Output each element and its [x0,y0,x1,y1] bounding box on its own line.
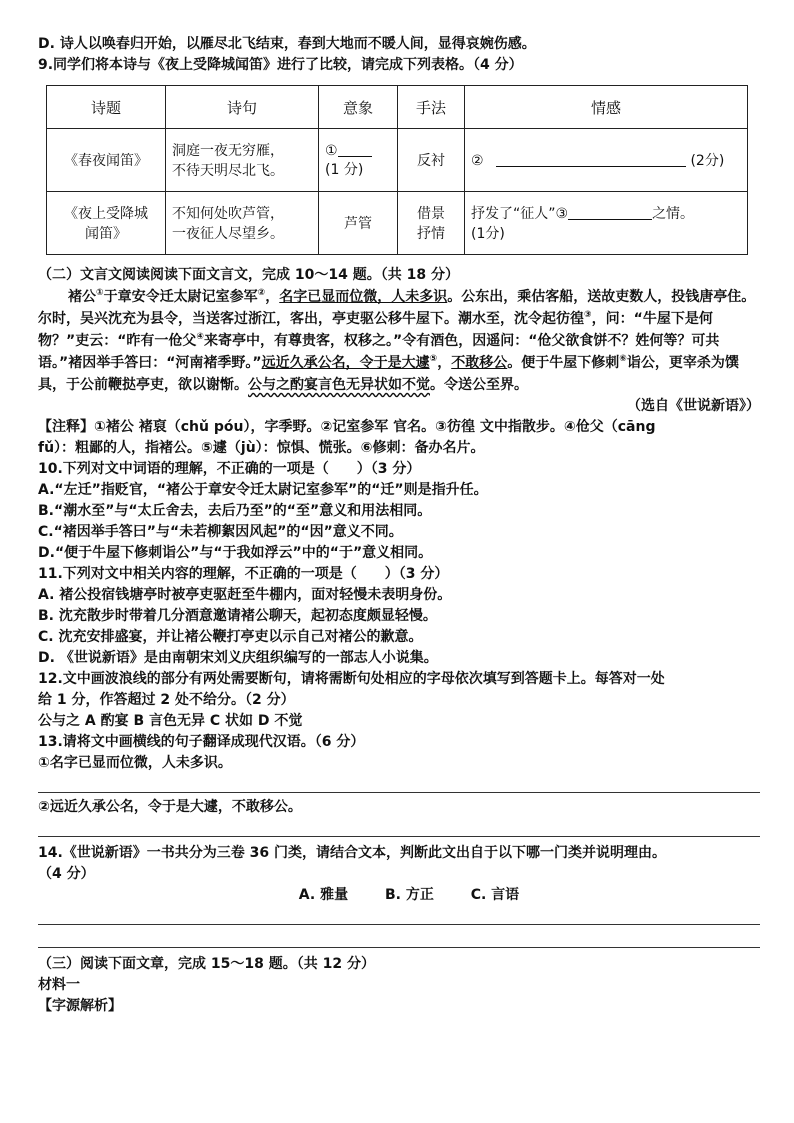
etymology-heading: 【字源解析】 [38,998,122,1014]
row1-image-score: (1 分) [325,161,364,178]
answer-line[interactable] [38,906,760,925]
row2-lines [166,192,319,255]
q11-option-a: A. 褚公投宿钱塘亭时被亭吏驱赶至牛棚内，面对轻慢未表明身份。 [38,587,452,603]
section-3-heading: （三）阅读下面文章，完成 15～18 题。（共 12 分） [38,956,375,972]
row2-technique [398,192,465,255]
q13-question: 13.请将文中画横线的句子翻译成现代汉语。（6 分） [38,734,365,750]
row2-title [47,192,166,255]
footnote-ref: ② [257,288,266,298]
header-technique: 手法 [398,86,465,129]
q14-option-c: C. 言语 [470,887,520,903]
row1-image [319,129,398,192]
q13-sentence-2: ②远近久承公名，令于是大遽，不敢移公。 [38,799,302,815]
comparison-table [46,85,748,255]
passage-text: 。便于牛屋下修刺 [507,355,620,371]
row2-line1: 不知何处吹芦管， [172,206,284,222]
row1-line1: 洞庭一夜无穷雁， [172,143,284,159]
passage-text: ， [437,355,452,371]
row2-title1: 《夜上受降城 [64,206,148,222]
classical-passage [38,286,760,396]
row2-emotion [465,192,748,255]
underlined-sentence: 远近久承公名，令于是大遽 [261,355,430,371]
row2-tech1: 借景 [417,206,445,222]
q14-question: 14.《世说新语》一书共分为三卷 36 门类，请结合文本，判断此文出自于以下哪一门类并说明理由。 [38,845,667,861]
passage-text: 诣公，更宰杀为馔具，于公前鞭挞亭吏，欲以谢惭。 [38,355,739,393]
q10-question: 10.下列对文中词语的理解，不正确的一项是（ ）（3 分） [38,461,421,477]
table-header-row [47,86,748,129]
underlined-sentence: 不敢移公 [451,355,508,371]
passage-text: 。令送公至界。 [430,377,528,393]
q10-option-c: C.“褚因举手答曰”与“未若柳絮因风起”的“因”意义不同。 [38,524,403,540]
underlined-sentence: 名字已显而位微，人未多识 [279,289,448,305]
footnote-ref: ① [96,288,104,298]
answer-line[interactable] [38,818,760,837]
row2-emotion-post: 之情。 [652,206,695,222]
row1-emotion-score: (2分) [690,153,725,169]
q11-option-c: C. 沈充安排盛宴，并让褚公鞭打亭吏以示自己对褚公的歉意。 [38,629,423,645]
row1-technique: 反衬 [398,129,465,192]
footnote-ref: ⑥ [619,354,627,364]
q10-option-a: A.“左迁”指贬官，“褚公于章安令迁太尉记室参军”的“迁”则是指升任。 [38,482,488,498]
material-1-label: 材料一 [38,977,80,993]
row1-line2: 不待天明尽北飞。 [172,163,284,179]
header-image: 意象 [319,86,398,129]
row1-title: 《春夜闻笛》 [47,129,166,192]
passage-text: 来寄亭中，有尊贵客，权移之。”令有酒色，因遥问：“伧父欲食饼不？姓何等？可共语。”褚因举手答曰：“河南褚季野。” [38,333,720,371]
q13-sentence-1: ①名字已显而位微，人未多识。 [38,755,232,771]
q14-score: （4 分） [38,866,95,882]
row1-emotion-mark: ② [471,153,484,169]
q11-question: 11.下列对文中相关内容的理解，不正确的一项是（ ）（3 分） [38,566,449,582]
passage-text: ，问：“牛屋下是何物？”吏云：“昨有一伧父 [38,311,713,349]
footnote-ref: ⑤ [429,354,438,364]
notes-line-1: 【注释】①褚公 褚裒（chǔ póu），字季野。②记室参军 官名。③彷徨 文中指散步。④伧父（cāng [38,419,656,435]
q11-option-d: D. 《世说新语》是由南朝宋刘义庆组织编写的一部志人小说集。 [38,650,438,666]
table-row [47,129,748,192]
passage-source: （选自《世说新语》） [627,398,760,414]
row1-lines [166,129,319,192]
notes-line-2: fǔ）：粗鄙的人，指褚公。⑤遽（jù）：惊惧、慌张。⑥修刺：备办名片。 [38,440,485,456]
footnote-ref: ③ [584,310,592,320]
q14-options [38,885,760,906]
passage-text: 。公东出，乘估客船，送故吏数人，投钱唐亭住。尔时，吴兴沈充为县令，当送客过浙江，客出，亭吏驱公移牛屋下。潮水至，沈令起彷徨 [38,289,756,327]
passage-text: 褚公 [68,289,96,305]
table-row [47,192,748,255]
header-lines: 诗句 [166,86,319,129]
row2-tech2: 抒情 [417,226,445,242]
header-emotion: 情感 [465,86,748,129]
row1-image-mark: ① [325,142,338,159]
section-2-heading: （二）文言文阅读阅读下面文言文，完成 10～14 题。（共 18 分） [38,267,459,283]
row1-emotion [465,129,748,192]
passage-text: ， [265,289,280,305]
q8-option-d: D. 诗人以唤春归开始，以雁尽北飞结束，春到大地而不暖人间，显得哀婉伤感。 [38,36,536,52]
row2-line2: 一夜征人尽望乡。 [172,226,284,242]
row2-emotion-pre: 抒发了“征人”③ [471,206,569,222]
footnote-ref: ④ [196,332,205,342]
answer-line[interactable] [38,774,760,793]
header-title: 诗题 [47,86,166,129]
row1-image-blank[interactable] [338,142,372,157]
q12-question: 12.文中画波浪线的部分有两处需要断句，请将需断句处相应的字母依次填写到答题卡上。每答对一处 [38,671,665,687]
q10-option-b: B.“潮水至”与“太丘舍去，去后乃至”的“至”意义和用法相同。 [38,503,432,519]
q9-question: 9.同学们将本诗与《夜上受降城闻笛》进行了比较，请完成下列表格。（4 分） [38,57,523,73]
row2-title2: 闻笛》 [85,226,127,242]
q14-option-a: A. 雅量 [298,887,349,903]
q14-option-b: B. 方正 [384,887,434,903]
row1-emotion-blank[interactable] [496,152,686,167]
q12-question-cont: 给 1 分，作答超过 2 处不给分。（2 分） [38,692,295,708]
q10-option-d: D.“便于牛屋下修刺诣公”与“于我如浮云”中的“于”意义相同。 [38,545,433,561]
row2-image: 芦管 [319,192,398,255]
q11-option-b: B. 沈充散步时带着几分酒意邀请褚公聊天，起初态度颇显轻慢。 [38,608,437,624]
answer-line[interactable] [38,929,760,948]
exam-page [38,34,760,1017]
row2-emotion-score: (1分) [471,226,505,242]
passage-text: 于章安令迁太尉记室参军 [103,289,258,305]
q12-segments: 公与之 A 酌宴 B 言色无异 C 状如 D 不觉 [38,713,303,729]
wavy-underlined-sentence: 公与之酌宴言色无异状如不觉 [248,377,430,393]
row2-emotion-blank[interactable] [568,205,652,220]
